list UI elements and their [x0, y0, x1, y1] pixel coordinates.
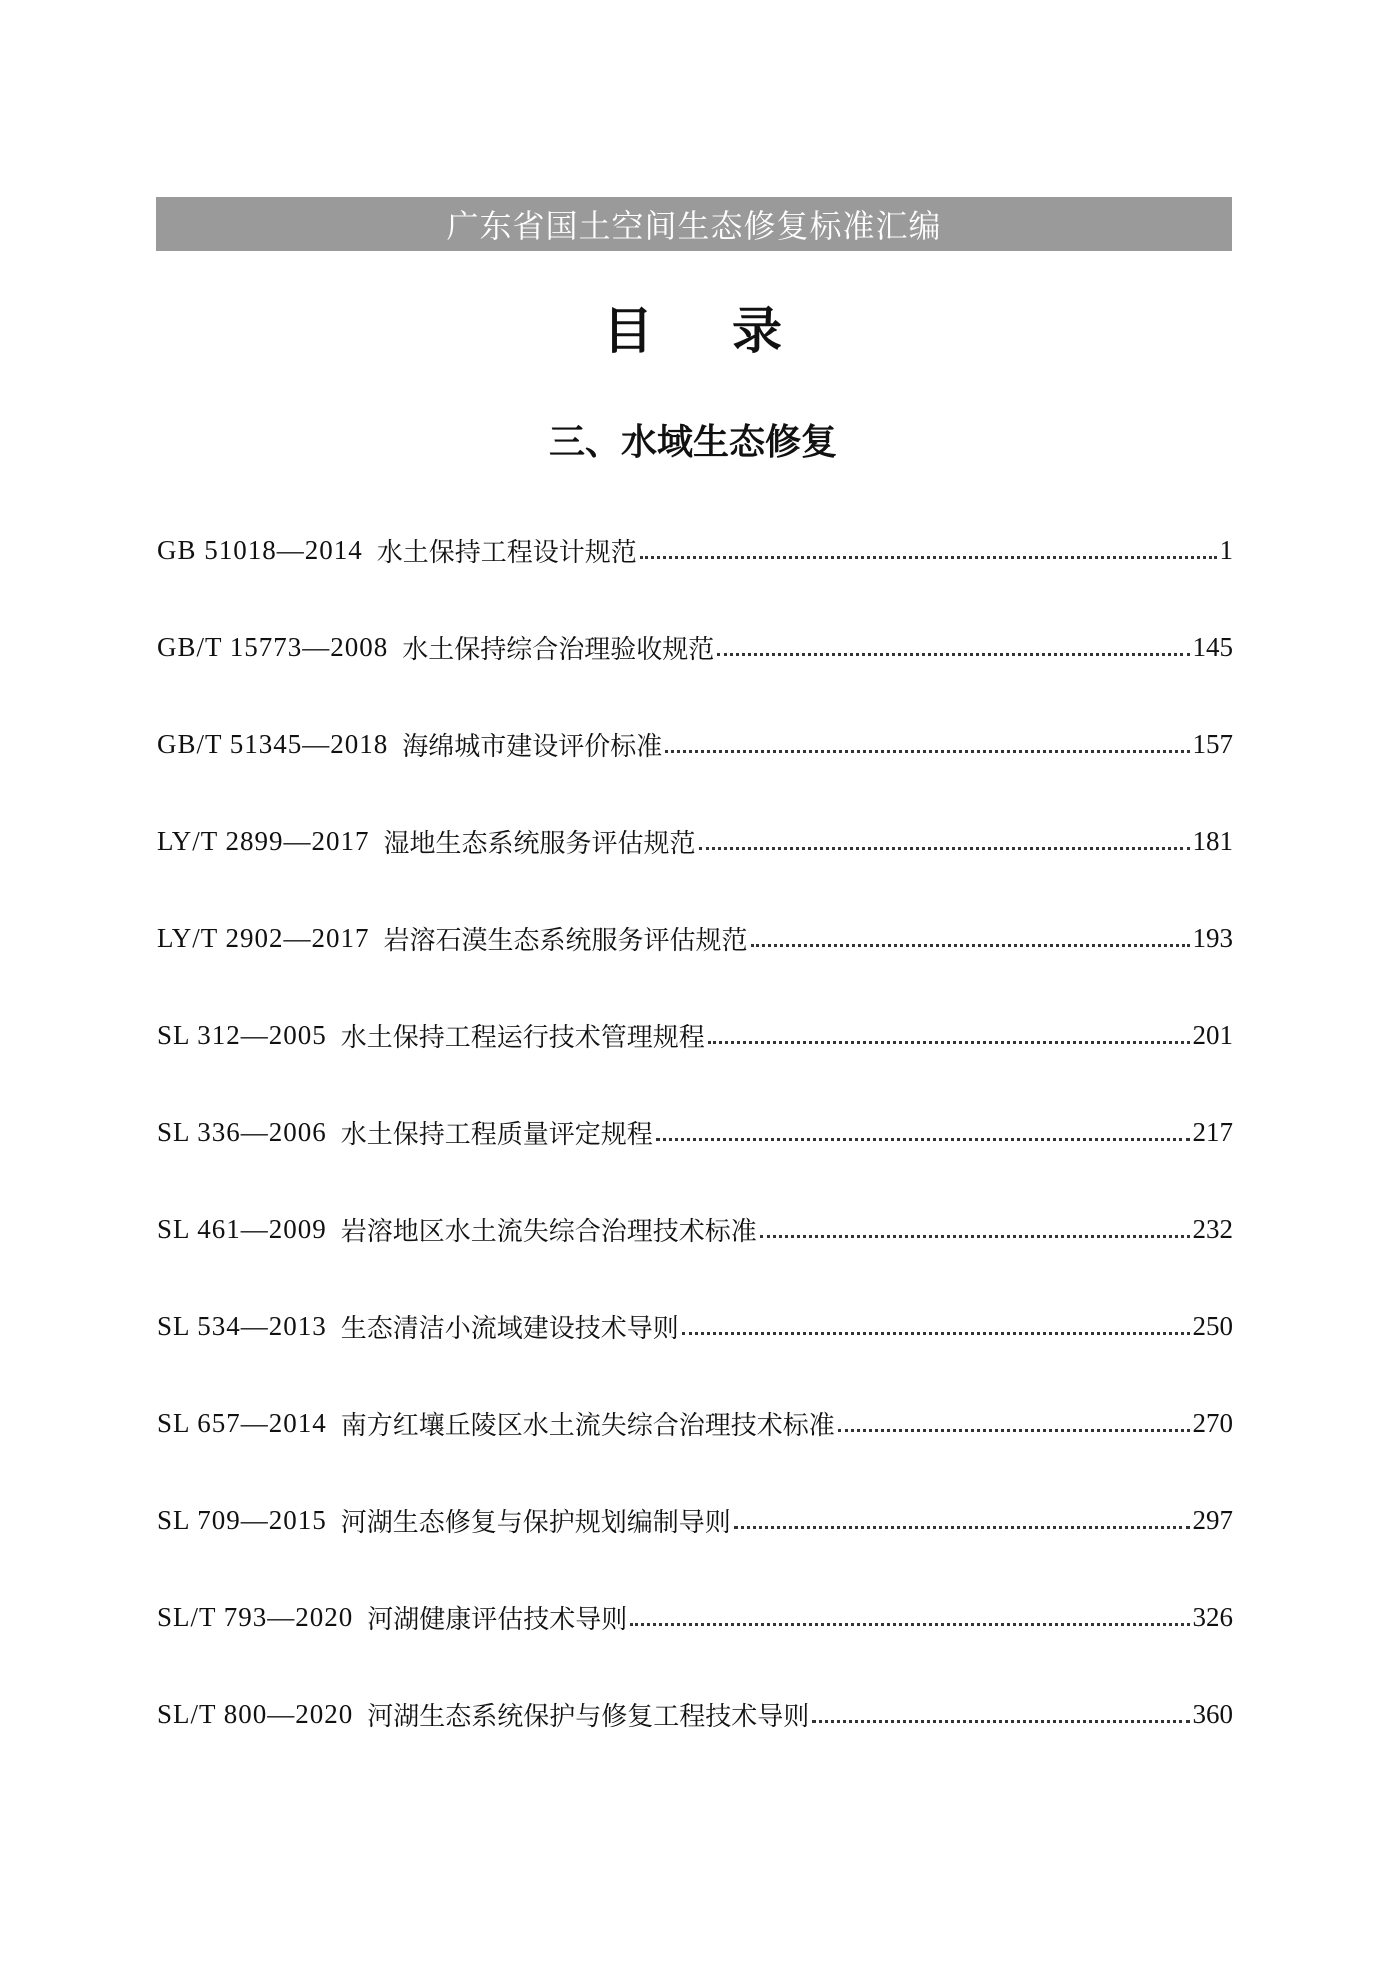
toc-entry[interactable] [157, 530, 1233, 570]
toc-entry[interactable] [157, 1403, 1233, 1443]
toc-entry-code: SL 657—2014 [157, 1407, 327, 1438]
toc-entry[interactable] [157, 724, 1233, 764]
toc-entry-page: 250 [1192, 1310, 1233, 1341]
toc-entry-page: 297 [1192, 1504, 1233, 1535]
toc-entry-title: 生态清洁小流域建设技术导则 [340, 1313, 679, 1344]
toc-entry-title: 南方红壤丘陵区水土流失综合治理技术标准 [340, 1410, 835, 1441]
toc-entry-title: 岩溶石漠生态系统服务评估规范 [383, 925, 748, 956]
toc-entry-page: 270 [1192, 1407, 1233, 1438]
toc-entry-code: SL 709—2015 [157, 1504, 327, 1535]
page-title-char-1: 目 [603, 302, 654, 360]
toc-entry[interactable] [157, 627, 1233, 667]
toc-entry-title: 水土保持工程设计规范 [376, 537, 637, 568]
toc-entry-code: LY/T 2902—2017 [157, 922, 370, 953]
toc-entry-code: SL 534—2013 [157, 1310, 327, 1341]
book-title-banner [156, 197, 1232, 251]
toc-entry[interactable] [157, 1112, 1233, 1152]
toc-dot-leader [682, 1332, 1190, 1335]
toc-entry-code: SL/T 793—2020 [157, 1601, 354, 1632]
toc-entry[interactable] [157, 1500, 1233, 1540]
toc-entry-code: SL/T 800—2020 [157, 1698, 354, 1729]
toc-entry-page: 232 [1192, 1213, 1233, 1244]
toc-entry[interactable] [157, 1694, 1233, 1734]
toc-dot-leader [760, 1235, 1190, 1238]
toc-entry-code: GB/T 51345—2018 [157, 728, 389, 759]
toc-entry[interactable] [157, 1597, 1233, 1637]
toc-entry-title: 湿地生态系统服务评估规范 [383, 828, 696, 859]
toc-entry-code: SL 312—2005 [157, 1019, 327, 1050]
toc-dot-leader [751, 944, 1190, 947]
toc-dot-leader [640, 556, 1217, 559]
toc-entry-page: 157 [1192, 728, 1233, 759]
book-title: 广东省国土空间生态修复标准汇编 [446, 207, 942, 245]
toc-entry[interactable] [157, 1306, 1233, 1346]
toc-entry[interactable] [157, 1209, 1233, 1249]
toc-entry-code: GB/T 15773—2008 [157, 631, 389, 662]
toc-entry-title: 水土保持综合治理验收规范 [402, 634, 715, 665]
toc-entry-title: 河湖生态修复与保护规划编制导则 [340, 1507, 731, 1538]
toc-entry-code: LY/T 2899—2017 [157, 825, 370, 856]
toc-entry-title: 海绵城市建设评价标准 [402, 731, 663, 762]
toc-entry-title: 水土保持工程质量评定规程 [340, 1119, 653, 1150]
toc-entry-page: 1 [1219, 534, 1233, 565]
toc-entry-page: 181 [1192, 825, 1233, 856]
toc-entry-page: 193 [1192, 922, 1233, 953]
toc-entry-title: 河湖生态系统保护与修复工程技术导则 [367, 1701, 810, 1732]
toc-dot-leader [630, 1623, 1189, 1626]
toc-dot-leader [717, 653, 1189, 656]
toc-entry[interactable] [157, 918, 1233, 958]
page-title-char-2: 录 [732, 302, 783, 360]
toc-entry-code: SL 336—2006 [157, 1116, 327, 1147]
toc-entry-page: 145 [1192, 631, 1233, 662]
page-title [0, 296, 1386, 366]
toc-dot-leader [665, 750, 1189, 753]
toc-dot-leader [656, 1138, 1190, 1141]
toc-entry-code: SL 461—2009 [157, 1213, 327, 1244]
toc-entry-title: 岩溶地区水土流失综合治理技术标准 [340, 1216, 757, 1247]
toc-entry-page: 326 [1192, 1601, 1233, 1632]
section-title: 三、水域生态修复 [548, 422, 837, 463]
toc-entry-title: 水土保持工程运行技术管理规程 [340, 1022, 705, 1053]
toc-entry-page: 201 [1192, 1019, 1233, 1050]
toc-dot-leader [699, 847, 1190, 850]
toc-dot-leader [708, 1041, 1190, 1044]
toc-entry-title: 河湖健康评估技术导则 [367, 1604, 628, 1635]
toc-dot-leader [812, 1720, 1189, 1723]
toc-entry-page: 217 [1192, 1116, 1233, 1147]
toc-dot-leader [838, 1429, 1190, 1432]
toc-entry-page: 360 [1192, 1698, 1233, 1729]
toc-entry-code: GB 51018—2014 [157, 534, 363, 565]
toc-entry[interactable] [157, 821, 1233, 861]
toc-entry[interactable] [157, 1015, 1233, 1055]
toc-dot-leader [734, 1526, 1190, 1529]
